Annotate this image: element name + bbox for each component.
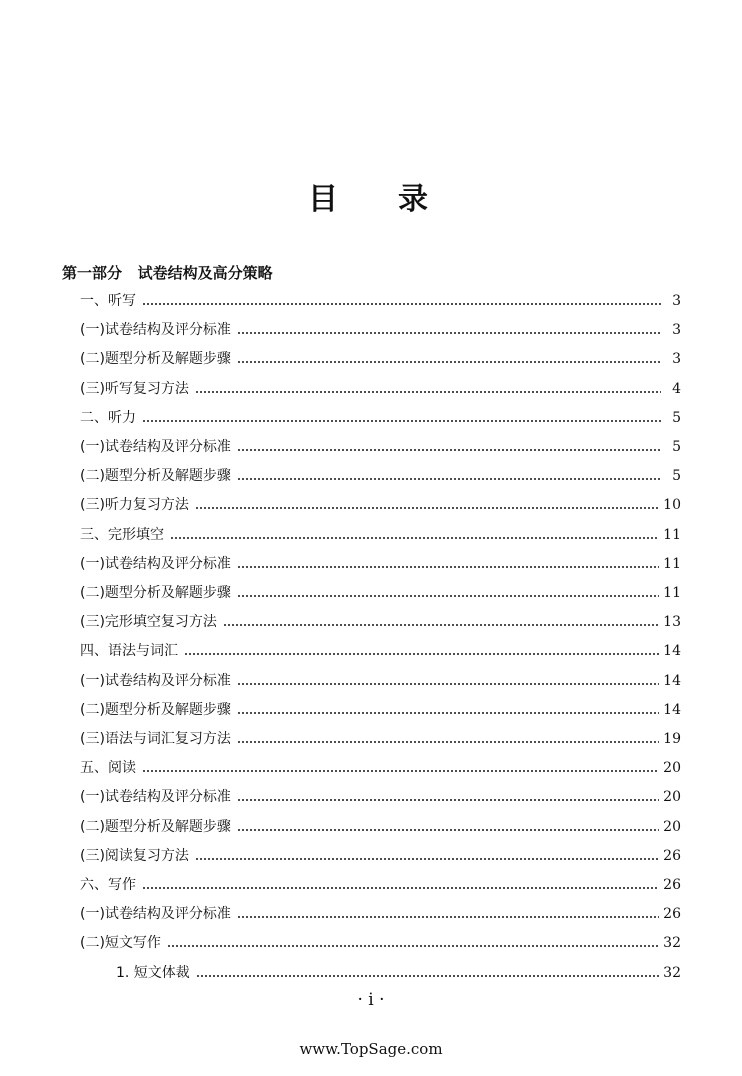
toc-entry[interactable]	[80, 465, 681, 487]
toc-entry-label: 六、写作	[80, 877, 136, 893]
toc-entry-page-number: 32	[663, 935, 681, 952]
toc-entry[interactable]	[80, 378, 681, 400]
dot-leader	[237, 595, 659, 597]
toc-entry-page-number: 11	[663, 555, 681, 572]
toc-entry-label: (二)题型分析及解题步骤	[80, 468, 231, 485]
toc-entry-label: 二、听力	[80, 409, 136, 426]
toc-entry[interactable]	[80, 640, 681, 662]
toc-entry[interactable]	[80, 407, 681, 429]
toc-entry[interactable]	[80, 290, 681, 312]
toc-entry-label: (三)听力复习方法	[80, 497, 189, 514]
toc-entry[interactable]	[116, 962, 681, 984]
dot-leader	[195, 391, 661, 393]
toc-entry[interactable]	[80, 845, 681, 867]
toc-entry-label: 四、语法与词汇	[80, 643, 178, 660]
toc-entry-page-number: 14	[663, 643, 681, 660]
toc-entry[interactable]	[80, 553, 681, 575]
toc-entry[interactable]	[80, 524, 681, 546]
toc-entry[interactable]	[80, 786, 681, 808]
page-number: · i ·	[357, 990, 385, 1010]
dot-leader	[142, 420, 661, 422]
toc-entry-page-number: 11	[663, 585, 681, 601]
toc-entry-label: (三)完形填空复习方法	[80, 614, 217, 631]
toc-entry[interactable]	[80, 816, 681, 838]
toc-entry-page-number: 13	[663, 614, 681, 631]
toc-entry-label: (一)试卷结构及评分标准	[80, 439, 231, 455]
toc-entry-page-number: 26	[663, 877, 681, 893]
toc-entry-page-number: 5	[672, 439, 681, 455]
dot-leader	[142, 303, 661, 305]
toc-entry-label: (二)题型分析及解题步骤	[80, 351, 231, 368]
toc-entry-label: (三)语法与词汇复习方法	[80, 731, 231, 747]
toc-entry-label: (一)试卷结构及评分标准	[80, 322, 231, 339]
toc-entry-page-number: 26	[663, 906, 681, 923]
toc-entry-label: (一)试卷结构及评分标准	[80, 789, 231, 806]
toc-entry-label: (一)试卷结构及评分标准	[80, 906, 231, 923]
website-url[interactable]: www.TopSage.com	[299, 1040, 443, 1058]
toc-entry-label: 五、阅读	[80, 760, 136, 777]
part-heading: 第一部分 试卷结构及高分策略	[62, 264, 273, 282]
toc-entry-page-number: 3	[672, 351, 681, 368]
dot-leader	[237, 829, 659, 831]
toc-entry[interactable]	[80, 436, 681, 458]
toc-entry[interactable]	[80, 582, 681, 604]
dot-leader	[142, 887, 659, 889]
toc-entry-page-number: 10	[663, 497, 681, 514]
toc-entry[interactable]	[80, 874, 681, 896]
toc-entry-page-number: 4	[672, 380, 681, 397]
title-char-2: 录	[398, 182, 428, 217]
toc-entry-page-number: 3	[672, 322, 681, 339]
toc-entry[interactable]	[80, 699, 681, 721]
page-title	[0, 182, 742, 222]
dot-leader	[170, 537, 659, 539]
toc-entry-label: (一)试卷结构及评分标准	[80, 555, 231, 572]
toc-entry-page-number: 5	[672, 468, 681, 485]
dot-leader	[237, 916, 659, 918]
dot-leader	[184, 653, 659, 655]
toc-entry-label: 1. 短文体裁	[116, 964, 190, 981]
toc-entry-page-number: 20	[663, 789, 681, 806]
dot-leader	[195, 507, 659, 509]
dot-leader	[237, 683, 659, 685]
toc-entry[interactable]	[80, 319, 681, 341]
toc-entry-page-number: 26	[663, 847, 681, 864]
toc-entry[interactable]	[80, 348, 681, 370]
dot-leader	[237, 361, 661, 363]
dot-leader	[142, 770, 659, 772]
toc-entry[interactable]	[80, 494, 681, 516]
title-char-1: 目	[308, 182, 338, 217]
toc-entry-label: (二)题型分析及解题步骤	[80, 818, 231, 835]
dot-leader	[237, 449, 661, 451]
dot-leader	[223, 624, 659, 626]
toc-entry-label: (三)听写复习方法	[80, 380, 189, 397]
dot-leader	[167, 945, 659, 947]
dot-leader	[237, 478, 661, 480]
toc-entry-label: (三)阅读复习方法	[80, 847, 189, 864]
toc-entry-label: 一、听写	[80, 293, 136, 309]
toc-entry-page-number: 14	[663, 701, 681, 718]
toc-entry[interactable]	[80, 932, 681, 954]
dot-leader	[237, 799, 659, 801]
dot-leader	[195, 858, 659, 860]
toc-entry-label: (二)题型分析及解题步骤	[80, 585, 231, 601]
toc-entry-page-number: 20	[663, 760, 681, 777]
toc-entry[interactable]	[80, 903, 681, 925]
toc-entry-page-number: 3	[672, 293, 681, 309]
toc-entry-page-number: 14	[663, 672, 681, 689]
toc-entry[interactable]	[80, 611, 681, 633]
toc-entry[interactable]	[80, 670, 681, 692]
dot-leader	[237, 566, 659, 568]
toc-entry-label: 三、完形填空	[80, 526, 164, 543]
dot-leader	[237, 332, 661, 334]
dot-leader	[237, 712, 659, 714]
dot-leader	[196, 975, 659, 977]
toc-entry-page-number: 5	[672, 409, 681, 426]
toc-entry-label: (二)短文写作	[80, 935, 161, 952]
toc-entry-page-number: 19	[663, 731, 681, 747]
toc-entry-page-number: 32	[663, 964, 681, 981]
dot-leader	[237, 741, 659, 743]
toc-entry[interactable]	[80, 757, 681, 779]
toc-entry-label: (二)题型分析及解题步骤	[80, 701, 231, 718]
toc-entry[interactable]	[80, 728, 681, 750]
toc-entry-label: (一)试卷结构及评分标准	[80, 672, 231, 689]
toc-entry-page-number: 11	[663, 526, 681, 543]
toc-entry-page-number: 20	[663, 818, 681, 835]
